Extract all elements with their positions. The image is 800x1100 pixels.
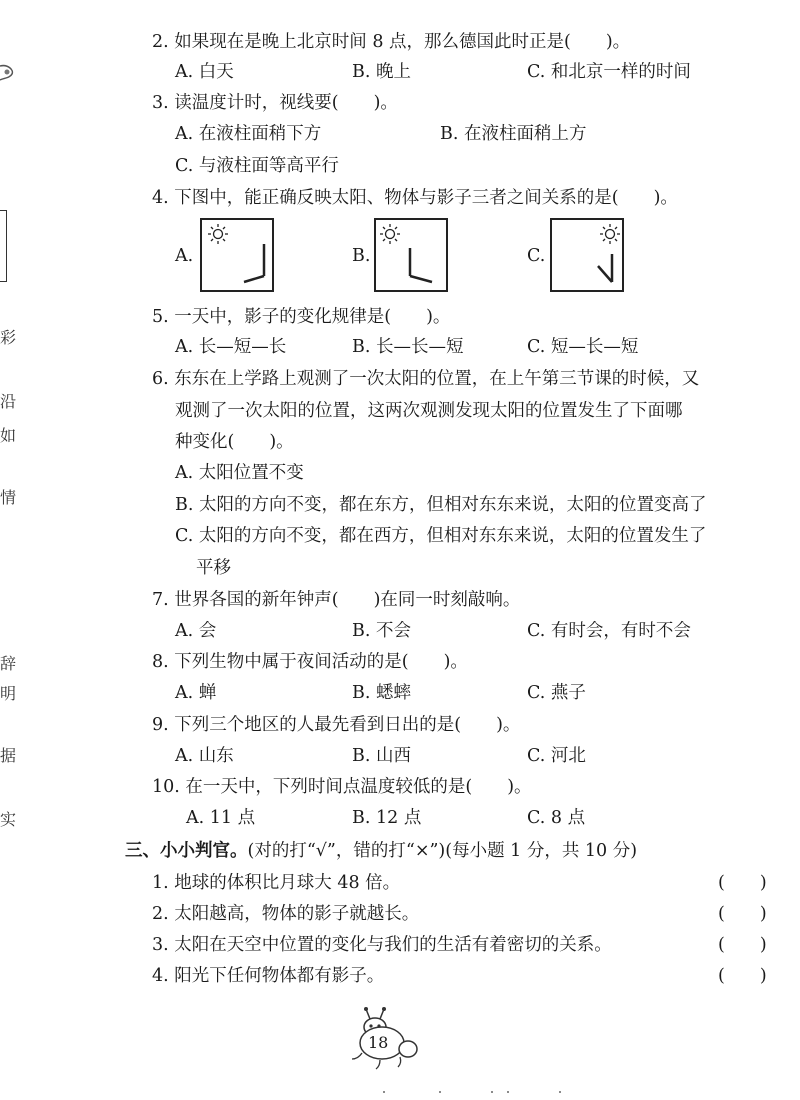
section-title: 三、小小判官。 bbox=[125, 841, 248, 861]
option-c[interactable]: C. 太阳的方向不变，都在西方，但相对东东来说，太阳的位置发生了 bbox=[175, 526, 707, 546]
margin-bracket bbox=[0, 210, 7, 282]
option-b[interactable]: B. 长—长—短 bbox=[352, 337, 464, 357]
margin-char: 明 bbox=[0, 684, 17, 703]
option-a-label[interactable]: A. bbox=[175, 246, 194, 266]
question-stem: 4. 下图中，能正确反映太阳、物体与影子三者之间关系的是( )。 bbox=[152, 188, 678, 208]
option-b[interactable]: B. 晚上 bbox=[352, 62, 411, 82]
pole-shadow-icon bbox=[598, 254, 612, 282]
figure-c[interactable] bbox=[550, 218, 624, 292]
margin-char: 辞 bbox=[0, 654, 17, 673]
option-b[interactable]: B. 蟋蟀 bbox=[352, 683, 411, 703]
option-b[interactable]: B. 在液柱面稍上方 bbox=[440, 124, 587, 144]
option-a[interactable]: A. 在液柱面稍下方 bbox=[175, 124, 322, 144]
judge-item-4: 4. 阳光下任何物体都有影子。 bbox=[152, 966, 385, 986]
margin-char: 彩 bbox=[0, 328, 17, 347]
judge-item-2: 2. 太阳越高，物体的影子就越长。 bbox=[152, 904, 420, 924]
option-a[interactable]: A. 蝉 bbox=[175, 683, 217, 703]
question-stem: 10. 在一天中，下列时间点温度较低的是( )。 bbox=[152, 777, 532, 797]
answer-blank-3[interactable]: ( ) bbox=[718, 935, 767, 955]
option-c[interactable]: C. 有时会，有时不会 bbox=[527, 621, 691, 641]
option-b-label[interactable]: B. bbox=[352, 246, 371, 266]
section-note: (对的打“√”，错的打“×”)(每小题 1 分，共 10 分) bbox=[247, 841, 638, 861]
sun-icon bbox=[208, 224, 228, 244]
figure-b[interactable] bbox=[374, 218, 448, 292]
figure-a[interactable] bbox=[200, 218, 274, 292]
sun-icon bbox=[600, 224, 620, 244]
option-c[interactable]: C. 短—长—短 bbox=[527, 337, 639, 357]
option-a[interactable]: A. 11 点 bbox=[186, 808, 256, 828]
question-stem: 5. 一天中，影子的变化规律是( )。 bbox=[152, 307, 451, 327]
margin-char: 情 bbox=[0, 488, 17, 507]
question-stem-line: 6. 东东在上学路上观测了一次太阳的位置，在上午第三节课的时候，又 bbox=[152, 369, 700, 389]
option-c[interactable]: C. 和北京一样的时间 bbox=[527, 62, 691, 82]
question-stem: 8. 下列生物中属于夜间活动的是( )。 bbox=[152, 652, 468, 672]
margin-char: 如 bbox=[0, 426, 17, 445]
option-c[interactable]: C. 河北 bbox=[527, 746, 586, 766]
pole-shadow-icon bbox=[244, 244, 264, 282]
option-b[interactable]: B. 不会 bbox=[352, 621, 411, 641]
option-c-continued[interactable]: 平移 bbox=[196, 558, 231, 578]
sun-icon bbox=[380, 224, 400, 244]
page-number-badge bbox=[340, 1005, 430, 1075]
answer-blank-1[interactable]: ( ) bbox=[718, 873, 767, 893]
margin-char: 实 bbox=[0, 810, 17, 829]
question-stem: 2. 如果现在是晚上北京时间 8 点，那么德国此时正是( )。 bbox=[152, 32, 631, 52]
option-c[interactable]: C. 与液柱面等高平行 bbox=[175, 156, 339, 176]
option-a[interactable]: A. 山东 bbox=[175, 746, 234, 766]
option-c[interactable]: C. 8 点 bbox=[527, 808, 586, 828]
option-b[interactable]: B. 太阳的方向不变，都在东方，但相对东东来说，太阳的位置变高了 bbox=[175, 495, 707, 515]
pole-shadow-icon bbox=[410, 248, 432, 282]
question-stem: 9. 下列三个地区的人最先看到日出的是( )。 bbox=[152, 715, 521, 735]
margin-ornament-icon bbox=[0, 62, 16, 82]
print-marks bbox=[380, 1080, 580, 1086]
option-b[interactable]: B. 山西 bbox=[352, 746, 411, 766]
margin-char: 据 bbox=[0, 746, 17, 765]
option-a[interactable]: A. 太阳位置不变 bbox=[175, 463, 304, 483]
question-stem-line: 种变化( )。 bbox=[175, 432, 294, 452]
option-a[interactable]: A. 长—短—长 bbox=[175, 337, 287, 357]
page-number: 18 bbox=[368, 1033, 389, 1052]
judge-item-3: 3. 太阳在天空中位置的变化与我们的生活有着密切的关系。 bbox=[152, 935, 612, 955]
question-stem: 3. 读温度计时，视线要( )。 bbox=[152, 93, 398, 113]
question-stem: 7. 世界各国的新年钟声( )在同一时刻敲响。 bbox=[152, 590, 521, 610]
answer-blank-2[interactable]: ( ) bbox=[718, 904, 767, 924]
option-a[interactable]: A. 白天 bbox=[175, 62, 234, 82]
margin-char: 沿 bbox=[0, 392, 17, 411]
question-stem-line: 观测了一次太阳的位置，这两次观测发现太阳的位置发生了下面哪 bbox=[175, 401, 683, 421]
judge-item-1: 1. 地球的体积比月球大 48 倍。 bbox=[152, 873, 401, 893]
option-b[interactable]: B. 12 点 bbox=[352, 808, 422, 828]
option-c-label[interactable]: C. bbox=[527, 246, 546, 266]
section-heading bbox=[125, 839, 637, 863]
option-c[interactable]: C. 燕子 bbox=[527, 683, 586, 703]
answer-blank-4[interactable]: ( ) bbox=[718, 966, 767, 986]
option-a[interactable]: A. 会 bbox=[175, 621, 217, 641]
